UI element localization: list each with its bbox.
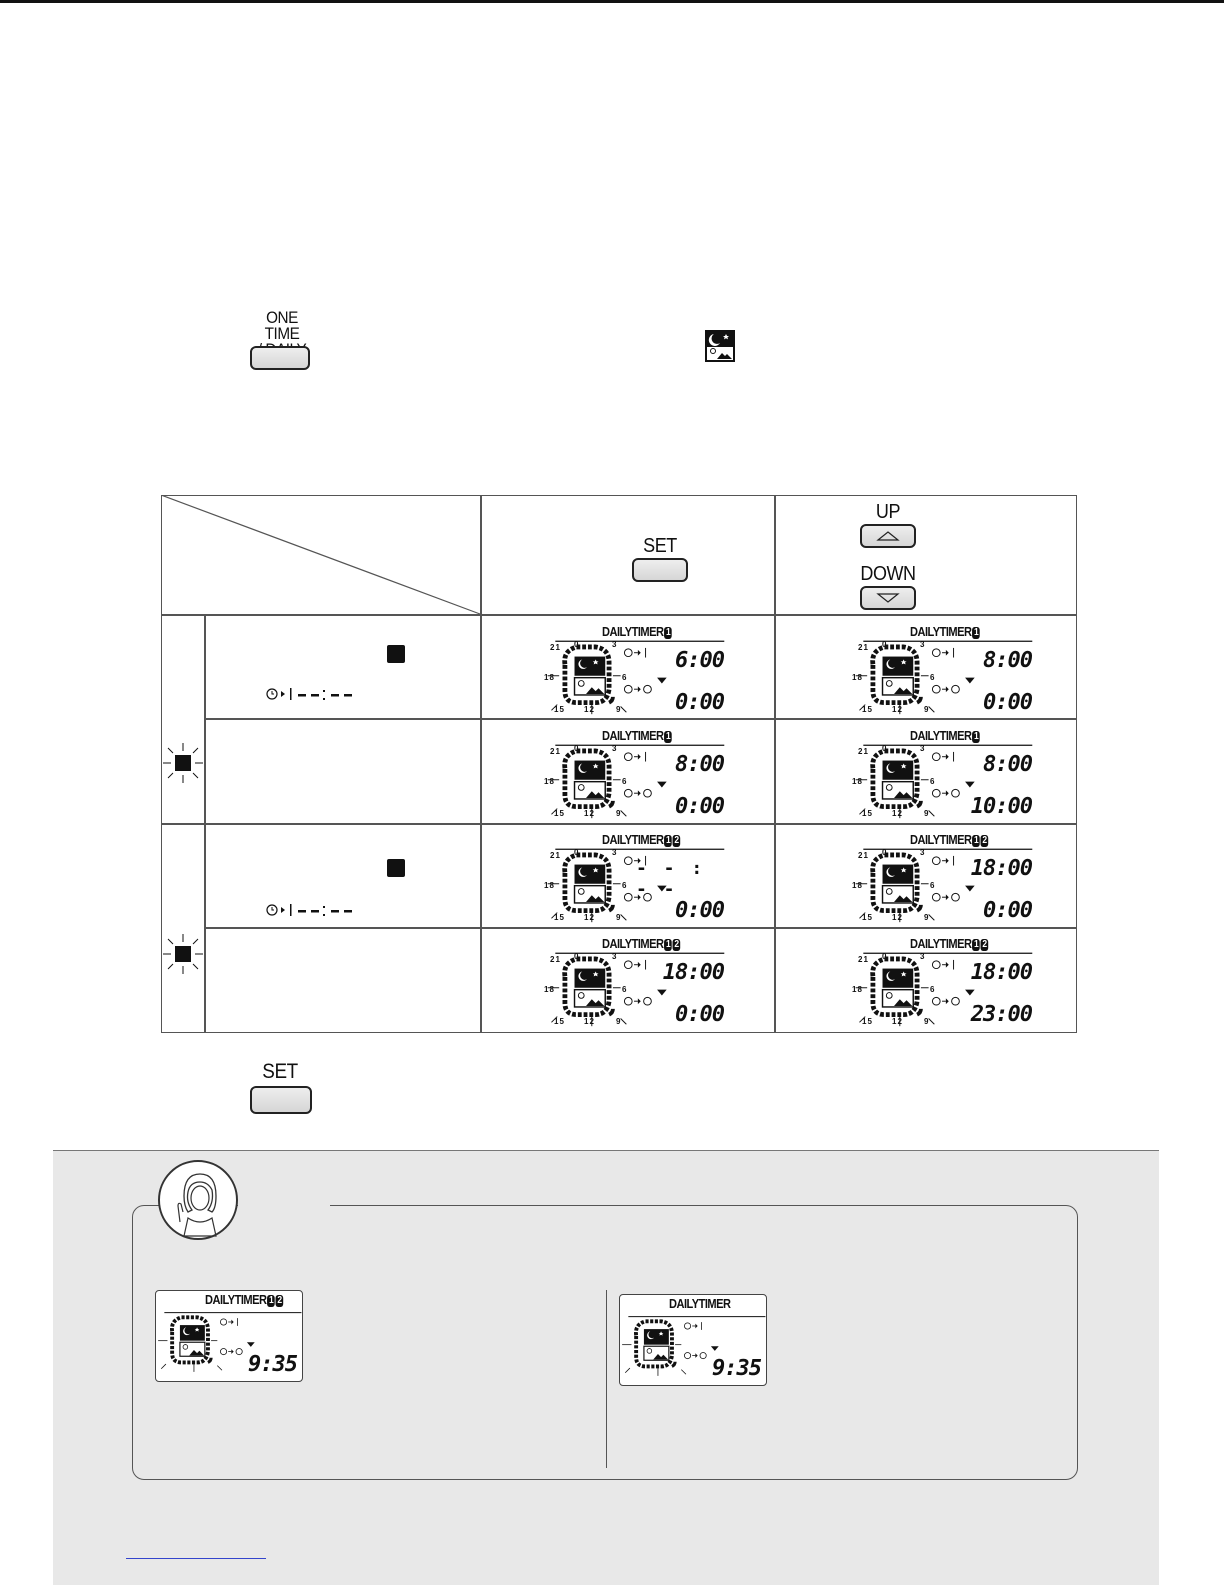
table-rule [204,614,206,1033]
off-time-value: 23:00 [970,1002,1032,1027]
up-button[interactable] [860,524,916,548]
lcd-title [910,728,980,743]
clock-time: 9:35 [712,1356,761,1381]
dial-hour-label: 9 [924,809,930,818]
advisor-avatar [158,1160,238,1240]
dial-hour-label: 0 [882,744,888,753]
blinking-square-icon [162,933,204,975]
note-divider [606,1290,607,1468]
timer-number-badge: 1 [973,627,979,638]
dial-hour-label: 21 [550,643,561,652]
dial-hour-label: 0 [574,744,580,753]
dial-hour-label: 3 [612,640,618,649]
blinking-square-icon [387,859,405,877]
on-time-value: 8:00 [675,752,724,777]
timer-display [848,622,1038,718]
down-arrow-icon [876,592,900,604]
link-underline[interactable] [126,1558,266,1559]
dial-hour-label: 12 [584,913,595,922]
timer-number-badge: 1 [973,939,979,950]
moon-star-landscape-icon [705,330,735,362]
dial-hour-label: 9 [924,705,930,714]
dial-hour-label: 9 [924,913,930,922]
lcd-title-text: DAILYTIMER [910,832,972,847]
on-time-value: 8:00 [983,648,1032,673]
dial-hour-label: 6 [930,777,936,786]
timer-number-badge: 1 [665,731,671,742]
set-caption-bottom: SET [262,1060,298,1083]
lcd-title [602,936,680,951]
table-rule [205,927,1077,929]
dial-hour-label: 21 [550,851,561,860]
timer-display [540,830,730,926]
dial-hour-label: 0 [882,640,888,649]
off-time-value: 0:00 [675,898,724,923]
up-caption: UP [875,501,901,523]
dial-hour-label: 6 [622,985,628,994]
top-rule [0,0,1224,3]
dial-hour-label: 15 [862,1017,873,1026]
dial-hour-label: 21 [858,851,869,860]
dial-hour-label: 18 [544,777,555,786]
dial-hour-label: 15 [862,809,873,818]
dial-hour-label: 15 [554,913,565,922]
dial-hour-label: 12 [584,1017,595,1026]
timer-number-badge: 1 [665,835,671,846]
dial-hour-label: 21 [858,643,869,652]
down-caption: DOWN [860,563,916,585]
dial-hour-label: 3 [612,848,618,857]
set-button-header[interactable] [632,558,688,582]
timer-number-badge: 2 [277,1295,282,1306]
lcd-title-text: DAILYTIMER [669,1296,731,1311]
timer-display [848,934,1038,1030]
dial-hour-label: 6 [930,985,936,994]
dial-hour-label: 18 [852,673,863,682]
dial-hour-label: 6 [622,777,628,786]
dial-hour-label: 9 [616,809,622,818]
off-time-value: 0:00 [983,690,1032,715]
one-time-caption-line1: ONE TIME [264,308,300,343]
lcd-title-text: DAILYTIMER [910,728,972,743]
timer-number-badge: 1 [665,939,671,950]
dial-hour-label: 3 [920,952,926,961]
dial-hour-label: 21 [550,955,561,964]
lcd-title [910,832,988,847]
timer-number-badge: 2 [982,939,987,950]
table-rule [774,495,776,1033]
timer-display [540,622,730,718]
off-time-value: 10:00 [970,794,1032,819]
dial-hour-label: 3 [920,640,926,649]
dial-hour-label: 21 [858,955,869,964]
lcd-title [910,936,988,951]
dial-hour-label: 18 [852,881,863,890]
lcd-title-text: DAILYTIMER [602,728,664,743]
up-arrow-icon [876,530,900,542]
dial-hour-label: 6 [622,673,628,682]
dial-hour-label: 3 [612,744,618,753]
dial-hour-label: 18 [852,777,863,786]
dial-hour-label: 0 [574,848,580,857]
dial-hour-label: 15 [554,705,565,714]
on-time-value: 18:00 [970,856,1032,881]
header-diagonal [161,495,481,615]
dial-hour-label: 9 [616,705,622,714]
off-time-value: 0:00 [675,690,724,715]
dial-hour-label: 18 [852,985,863,994]
frame-gap [238,1200,330,1210]
off-time-value: 0:00 [983,898,1032,923]
dial-hour-label: 0 [574,952,580,961]
dial-hour-label: 12 [584,809,595,818]
dial-hour-label: 3 [920,744,926,753]
one-time-daily-button[interactable] [250,346,310,370]
dial-hour-label: 15 [554,809,565,818]
on-time-value: - - : - - [636,858,706,900]
dial-hour-label: 6 [930,881,936,890]
clock-on-dashes [265,902,365,918]
lcd-title [602,832,680,847]
blinking-square-icon [162,742,204,784]
dial-hour-label: 6 [622,881,628,890]
timer-number-badge: 1 [665,627,671,638]
timer-number-badge: 2 [674,939,679,950]
lcd-title-text: DAILYTIMER [205,1292,267,1307]
dial-hour-label: 21 [550,747,561,756]
lcd-title [602,728,672,743]
dial-hour-label: 18 [544,881,555,890]
clock-on-dashes [265,686,365,702]
lcd-title [910,624,980,639]
blinking-square-icon [387,645,405,663]
dial-hour-label: 12 [584,705,595,714]
dial-hour-label: 18 [544,673,555,682]
timer-number-badge: 2 [674,835,679,846]
note-display-left [155,1290,303,1382]
timer-display [540,726,730,822]
dial-hour-label: 15 [554,1017,565,1026]
table-rule [161,823,1077,825]
down-button[interactable] [860,586,916,610]
lcd-title-text: DAILYTIMER [910,624,972,639]
dial-hour-label: 21 [858,747,869,756]
lcd-title-text: DAILYTIMER [602,624,664,639]
dial-hour-label: 0 [882,848,888,857]
lcd-title [602,624,672,639]
timer-display [848,830,1038,926]
lcd-title [669,1296,730,1311]
off-time-value: 0:00 [675,794,724,819]
lcd-title-text: DAILYTIMER [602,936,664,951]
off-time-value: 0:00 [675,1002,724,1027]
on-time-value: 18:00 [970,960,1032,985]
dial-hour-label: 12 [892,1017,903,1026]
dial-hour-label: 9 [616,1017,622,1026]
lcd-title-text: DAILYTIMER [910,936,972,951]
timer-display [848,726,1038,822]
dial-hour-label: 9 [616,913,622,922]
on-time-value: 8:00 [983,752,1032,777]
lcd-title [205,1292,283,1307]
lcd-title-text: DAILYTIMER [602,832,664,847]
clock-time: 9:35 [248,1352,297,1377]
timer-number-badge: 1 [973,835,979,846]
table-rule [205,718,1077,720]
dial-hour-label: 6 [930,673,936,682]
on-time-value: 18:00 [662,960,724,985]
note-display-right [619,1294,767,1386]
dial-hour-label: 12 [892,705,903,714]
dial-hour-label: 9 [924,1017,930,1026]
dial-hour-label: 3 [920,848,926,857]
set-caption: SET [643,535,677,557]
dial-hour-label: 18 [544,985,555,994]
dial-hour-label: 0 [574,640,580,649]
dial-hour-label: 15 [862,705,873,714]
dial-hour-label: 15 [862,913,873,922]
on-time-value: 6:00 [675,648,724,673]
dial-hour-label: 0 [882,952,888,961]
dial-hour-label: 12 [892,809,903,818]
timer-number-badge: 1 [973,731,979,742]
timer-number-badge: 1 [268,1295,274,1306]
set-button[interactable] [250,1086,312,1114]
dial-hour-label: 3 [612,952,618,961]
dial-hour-label: 12 [892,913,903,922]
timer-display [540,934,730,1030]
timer-number-badge: 2 [982,835,987,846]
